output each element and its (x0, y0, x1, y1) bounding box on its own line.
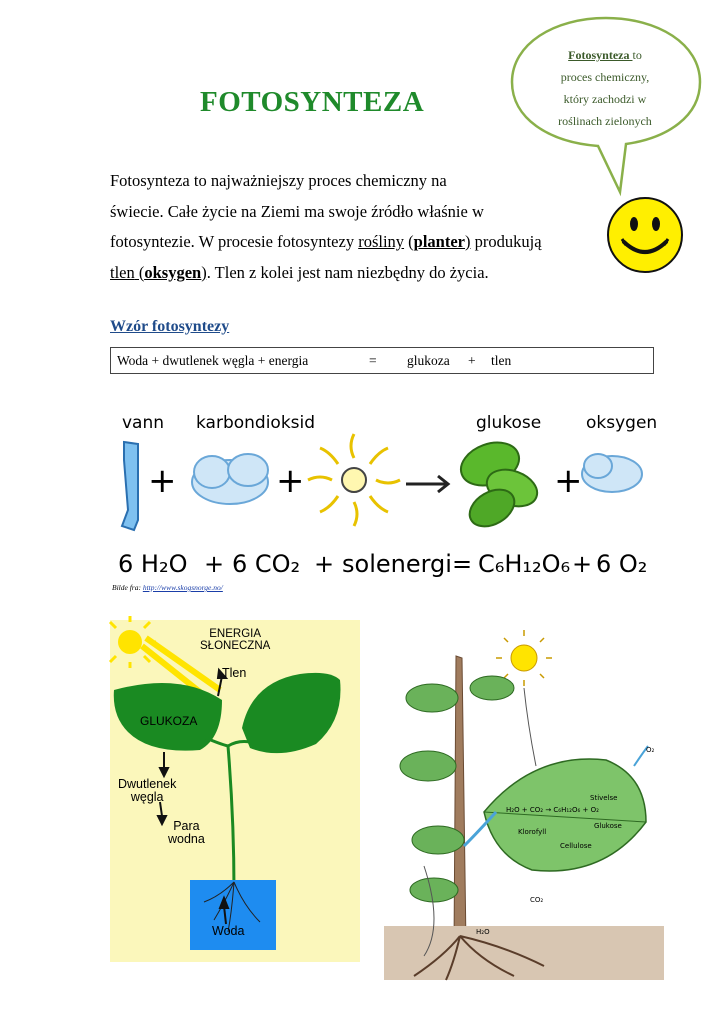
label-woda: Woda (212, 924, 245, 938)
bubble-line1: to (632, 48, 642, 62)
big-leaf (484, 759, 646, 871)
bubble-line4: roślinach zielonych (558, 114, 652, 128)
water-drop-icon (122, 442, 138, 530)
bubble-term: Fotosynteza (568, 48, 633, 62)
word-tlen: tlen (110, 262, 135, 282)
norwegian-diagram (108, 400, 658, 580)
label-glukose: Glukose (594, 822, 622, 830)
smiley-icon (606, 196, 684, 274)
para-line3b: produkują (470, 232, 542, 251)
bubble-line3: który zachodzi w (563, 92, 647, 106)
label-vann: vann (122, 413, 165, 433)
dwutlenek-line1: Dwutlenek (118, 777, 177, 791)
para-line1: Fotosynteza to najważniejszy proces chemiczny na (110, 171, 447, 190)
bubble-line2: proces chemiczny, (560, 70, 650, 84)
word-planter: planter (413, 232, 466, 251)
eq-o2: 6 O₂ (596, 550, 648, 578)
para-line2: świecie. Całe życie na Ziemi ma swoje źródło właśnie w (110, 201, 484, 221)
label-energia (200, 628, 270, 652)
cloud-icon (192, 454, 268, 504)
label-stivelse: Stivelse (590, 794, 618, 802)
label-glukoza: GLUKOZA (140, 714, 198, 728)
label-cellulose: Cellulose (560, 842, 592, 850)
svg-text:+: + (314, 550, 335, 578)
word-oksygen: oksygen (144, 262, 202, 282)
polish-plant-diagram (110, 620, 360, 962)
leaf-right (242, 673, 341, 753)
eq-glucose: C₆H₁₂O₆ (478, 550, 571, 578)
label-para-wodna (168, 820, 205, 846)
label-h2o: H₂O (476, 928, 490, 936)
energia-line1: ENERGIA (209, 628, 262, 640)
sun-icon (308, 434, 400, 526)
tree-diagram (384, 626, 664, 980)
eq-co2: 6 CO₂ (232, 550, 301, 578)
formula-glukoza: glukoza (407, 353, 450, 368)
cloud-icon (582, 454, 642, 492)
formula-heading: Wzór fotosyntezy (110, 318, 230, 335)
formula-box (110, 347, 654, 374)
caption-prefix: Bilde fra: (112, 583, 143, 592)
para-paren: ( (404, 232, 414, 251)
image-caption (112, 583, 223, 592)
para-paren: ) (201, 262, 207, 282)
para-line4b: . Tlen z kolei jest nam niezbędny do życia. (206, 262, 489, 282)
svg-text:+: + (572, 550, 593, 578)
label-klorofyll: Klorofyll (518, 828, 547, 836)
svg-text:+: + (554, 461, 583, 501)
label-o2-top: O₂ (646, 746, 655, 754)
dwutlenek-line2: węgla (130, 790, 164, 804)
label-co2: CO₂ (530, 896, 544, 904)
formula-tlen: tlen (491, 353, 512, 368)
formula-plus: + (468, 353, 476, 368)
energia-line2: SŁONECZNA (200, 640, 271, 652)
word-rosliny: rośliny (358, 232, 405, 251)
label-oksygen: oksygen (586, 413, 658, 433)
intro-paragraph (110, 166, 610, 288)
eq-solenergi: solenergi (342, 550, 452, 578)
page-title: FOTOSYNTEZA (200, 86, 425, 118)
eq-h2o: 6 H₂O (118, 550, 188, 578)
formula-left: Woda + dwutlenek węgla + energia (117, 353, 309, 368)
svg-text:+: + (204, 550, 225, 578)
svg-text:=: = (452, 550, 473, 578)
formula-equals: = (369, 353, 377, 368)
para-paren: ) (465, 232, 471, 251)
label-tlen: Tlen (222, 666, 247, 680)
leaves-icon (455, 435, 542, 534)
source-link[interactable]: http://www.skogsnorge.no/ (142, 583, 223, 592)
svg-text:+: + (148, 461, 177, 501)
para-line3a: fotosyntezie. W procesie fotosyntezy (110, 232, 359, 251)
para-paren: ( (134, 262, 145, 282)
bubble-text (530, 44, 680, 132)
para-line2: wodna (168, 832, 205, 846)
svg-text:+: + (276, 461, 305, 501)
para-line1: Para (173, 819, 200, 833)
label-glukose: glukose (476, 413, 542, 433)
label-karbondioksid: karbondioksid (196, 413, 316, 433)
label-dwutlenek (118, 778, 176, 804)
label-reaction: H₂O + CO₂ → C₆H₁₂O₆ + O₂ (506, 806, 599, 814)
